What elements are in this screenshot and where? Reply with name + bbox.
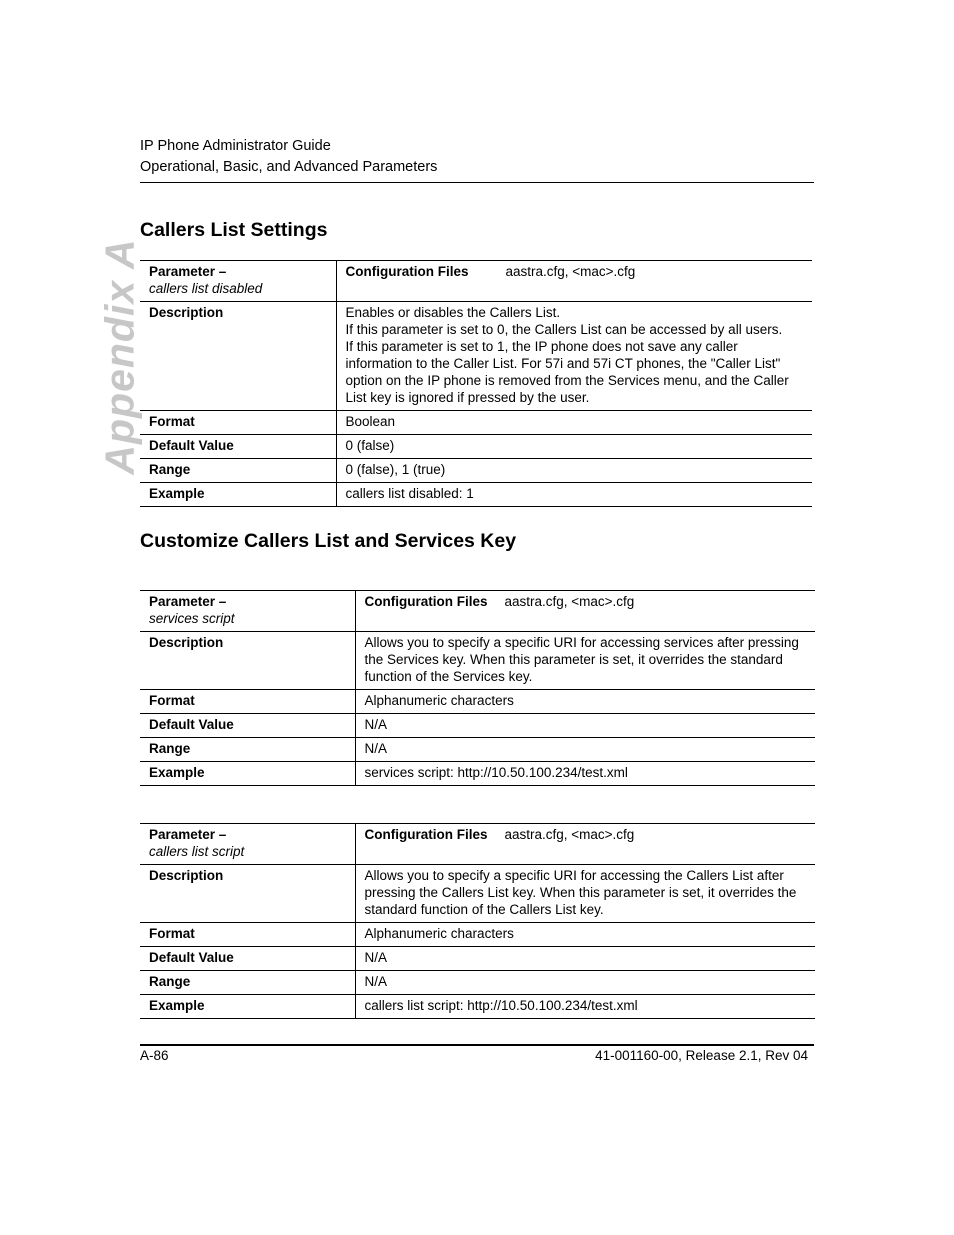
description-label: Description — [140, 632, 355, 690]
footer-rule — [140, 1044, 814, 1046]
param-label: Parameter – — [149, 594, 227, 609]
format-label: Format — [140, 923, 355, 947]
default-value-label: Default Value — [140, 714, 355, 738]
default-value-label: Default Value — [140, 435, 336, 459]
param-label-cell — [140, 261, 336, 302]
table-row — [140, 865, 815, 923]
default-value: 0 (false) — [336, 435, 812, 459]
range-label: Range — [140, 459, 336, 483]
appendix-tab-label: Appendix A — [96, 237, 143, 475]
config-files-cell — [336, 261, 812, 302]
format-value: Alphanumeric characters — [355, 690, 815, 714]
document-release: 41-001160-00, Release 2.1, Rev 04 — [595, 1048, 808, 1063]
description-line: If this parameter is set to 1, the IP phone does not save any caller information to the Caller List. For 57i and 57i CT phones, the "Caller List" option on the IP phone is removed from the Services menu, and the Caller List key is ignored if pressed by the user. — [345, 339, 789, 405]
table-row — [140, 971, 815, 995]
example-value: services script: http://10.50.100.234/test.xml — [355, 762, 815, 786]
range-value: N/A — [355, 738, 815, 762]
example-label: Example — [140, 995, 355, 1019]
default-value: N/A — [355, 947, 815, 971]
format-label: Format — [140, 411, 336, 435]
example-label: Example — [140, 483, 336, 507]
param-label: Parameter – — [149, 264, 227, 279]
config-files-label: Configuration Files — [364, 594, 488, 609]
param-label-cell — [140, 824, 355, 865]
description-value: Allows you to specify a specific URI for accessing the Callers List after pressing the Callers List key. When this parameter is set, it overrides the standard function of the Callers List key. — [355, 865, 815, 923]
param-label-cell — [140, 591, 355, 632]
example-label: Example — [140, 762, 355, 786]
config-files-label: Configuration Files — [364, 827, 488, 842]
section-title-callers-list-settings: Callers List Settings — [140, 219, 328, 241]
default-value-label: Default Value — [140, 947, 355, 971]
description-line: Enables or disables the Callers List. — [345, 305, 561, 320]
param-name: callers list script — [149, 844, 245, 859]
config-files-cell — [355, 591, 815, 632]
description-cell — [336, 302, 812, 411]
table-row — [140, 762, 815, 786]
table-row — [140, 947, 815, 971]
table-row — [140, 738, 815, 762]
section-title-customize-callers-list: Customize Callers List and Services Key — [140, 530, 517, 552]
page-number: A-86 — [140, 1048, 169, 1063]
table-row — [140, 714, 815, 738]
param-name: services script — [149, 611, 235, 626]
format-value: Alphanumeric characters — [355, 923, 815, 947]
table-row — [140, 923, 815, 947]
table-row — [140, 632, 815, 690]
param-table-callers-list-script — [140, 823, 815, 1019]
table-row — [140, 411, 812, 435]
range-label: Range — [140, 971, 355, 995]
header-rule — [140, 182, 814, 183]
config-files-value: aastra.cfg, <mac>.cfg — [504, 594, 635, 609]
example-value: callers list script: http://10.50.100.234/test.xml — [355, 995, 815, 1019]
description-value: Allows you to specify a specific URI for accessing services after pressing the Services key. When this parameter is set, it overrides the standard function of the Services key. — [355, 632, 815, 690]
param-table-callers-list-disabled — [140, 260, 812, 507]
description-line: If this parameter is set to 0, the Callers List can be accessed by all users. — [345, 322, 783, 337]
example-value: callers list disabled: 1 — [336, 483, 812, 507]
param-table-services-script — [140, 590, 815, 786]
table-row — [140, 824, 815, 865]
appendix-side-tab — [96, 237, 143, 475]
config-files-value: aastra.cfg, <mac>.cfg — [504, 827, 635, 842]
table-row — [140, 591, 815, 632]
table-row — [140, 261, 812, 302]
table-row — [140, 302, 812, 411]
table-row — [140, 690, 815, 714]
range-value: N/A — [355, 971, 815, 995]
table-row — [140, 995, 815, 1019]
table-row — [140, 435, 812, 459]
default-value: N/A — [355, 714, 815, 738]
param-name: callers list disabled — [149, 281, 263, 296]
table-row — [140, 459, 812, 483]
format-label: Format — [140, 690, 355, 714]
running-header — [140, 136, 437, 178]
config-files-label: Configuration Files — [345, 264, 469, 279]
range-value: 0 (false), 1 (true) — [336, 459, 812, 483]
table-row — [140, 483, 812, 507]
range-label: Range — [140, 738, 355, 762]
param-label: Parameter – — [149, 827, 227, 842]
description-label: Description — [140, 865, 355, 923]
description-label: Description — [140, 302, 336, 411]
format-value: Boolean — [336, 411, 812, 435]
config-files-cell — [355, 824, 815, 865]
header-chapter-title: Operational, Basic, and Advanced Parameters — [140, 159, 438, 175]
header-guide-title: IP Phone Administrator Guide — [140, 138, 331, 154]
config-files-value: aastra.cfg, <mac>.cfg — [505, 264, 636, 279]
